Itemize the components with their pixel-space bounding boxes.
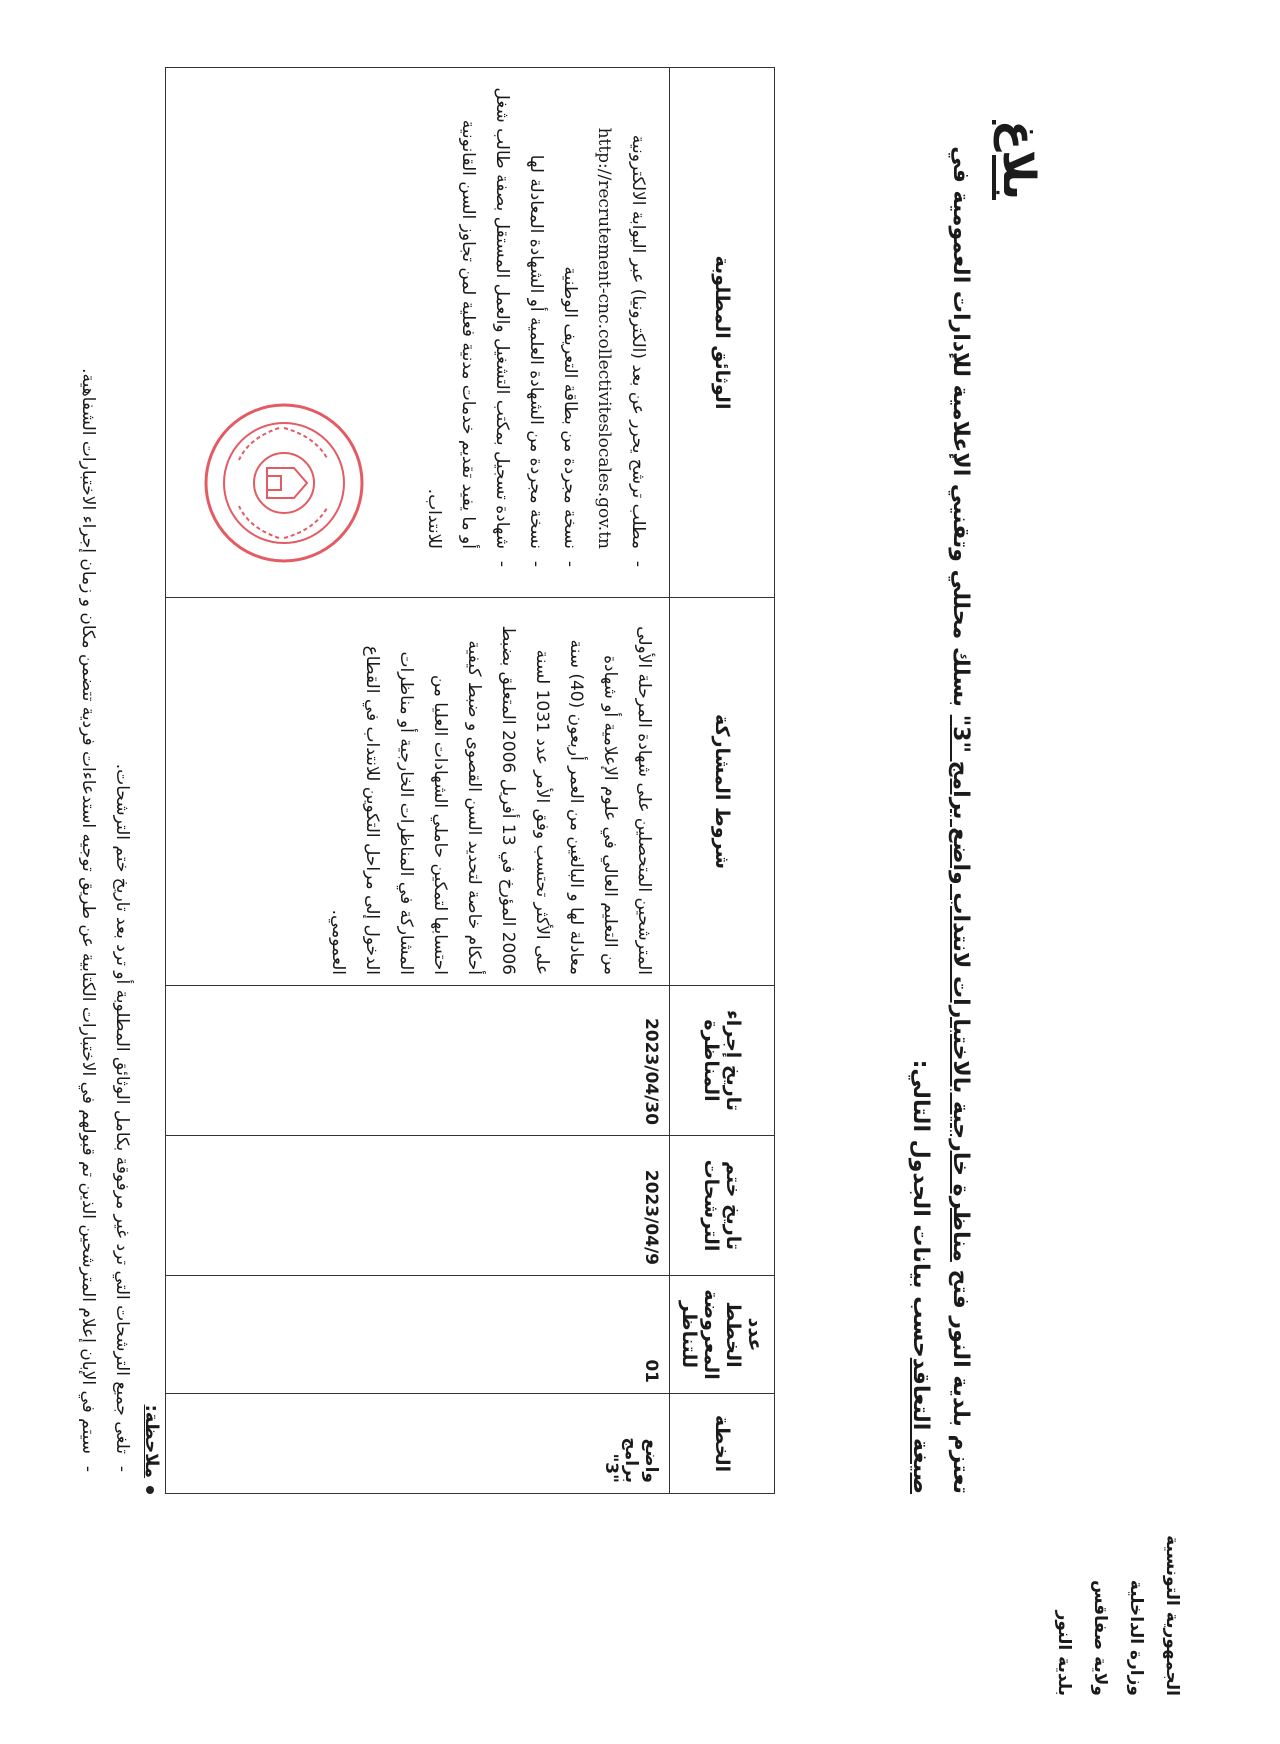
document-employment-certificate: شهادة تسجيل بمكتب التشغيل والعمل المستقل بصفة طالب شغل أو ما يفيد تقديم خدمات مدنية فعلية لمن تجاوز السن القانونية للانتداب. bbox=[424, 87, 512, 549]
cell-exam-date: 2023/04/30 bbox=[166, 986, 670, 1136]
cell-count: 01 bbox=[166, 1276, 670, 1394]
note-item bbox=[105, 68, 139, 1472]
intro-contract: صيغة التعاقد bbox=[908, 1357, 933, 1494]
intro-paragraph bbox=[900, 114, 980, 1494]
header-exam-date: تاريخ إجراء المناظرة bbox=[670, 986, 775, 1136]
bullet-icon bbox=[147, 1486, 155, 1494]
letterhead bbox=[1046, 1366, 1190, 1696]
header-count: عدد الخطط المعروضة للتناظر bbox=[670, 1276, 775, 1394]
note-rejection: تلغى جميع الترشحات التي ترد غير مرفوقة بكامل الوثائق المطلوبة أو ترد بعد تاريخ ختم الترشحات. bbox=[112, 763, 132, 1454]
page-title: بلاغ bbox=[993, 120, 1044, 200]
note-item bbox=[71, 68, 105, 1472]
cell-closing-date: 2023/04/9 bbox=[166, 1136, 670, 1276]
cell-documents bbox=[166, 68, 670, 598]
intro-part2: بسلك محللي وتقنيي الإعلامية للإدارات العمومية في bbox=[948, 146, 973, 715]
portal-link[interactable]: http://recrutement-cnc.collectiviteslocales.gov.tn bbox=[594, 127, 614, 549]
intro-part1: تعتزم بلدية النور فتح bbox=[948, 1261, 973, 1494]
official-stamp-icon bbox=[199, 398, 369, 568]
letterhead-governorate: ولاية صفاقس bbox=[1090, 1579, 1110, 1696]
header-conditions: شروط المشاركة bbox=[670, 598, 775, 986]
notes-list bbox=[71, 68, 139, 1494]
document-item bbox=[417, 78, 519, 567]
cell-conditions: المترشحين المتحصلين على شهادة المرحلة الأولى من التعليم العالي في علوم الإعلامية أو شهادة معادلة لها و البالغين من العمر أربعون (40) سنة على الأكثر تحتسب وفق الأمر عدد 1031 لسنة 2006 المؤرخ في 13 أفريل 2006 المتعلق بضبط أحكام خاصة لتحديد السن القصوى و ضبط كيفية احتسابها لتمكين حاملي الشهادات العليا من المشاركة في المناظرات الخارجية أو مناظرات الدخول إلى مراحل التكوين للانتداب في القطاع العمومي. bbox=[166, 598, 670, 986]
document-id-card: نسخة مجردة من بطاقة التعريف الوطنية bbox=[560, 266, 580, 549]
intro-part3: حسب بيانات الجدول التالي: bbox=[908, 1059, 933, 1358]
letterhead-municipality: بلدية النور bbox=[1054, 1610, 1074, 1696]
header-documents: الوثائق المطلوبة bbox=[670, 68, 775, 598]
intro-competition: مناظرة خارجية بالاختبارات لانتداب واضع برامج "3" bbox=[948, 714, 973, 1262]
cell-plan: واضع برامج "3" bbox=[166, 1394, 670, 1494]
competition-table bbox=[165, 67, 775, 1494]
documents-list bbox=[417, 78, 655, 587]
table-header-row bbox=[670, 68, 775, 1494]
letterhead-ministry: وزارة الداخلية bbox=[1126, 1579, 1146, 1696]
document-item bbox=[587, 78, 655, 567]
document-application: مطلب ترشح يحرر عن بعد (الكترونيا) عبر البوابة الالكترونية bbox=[628, 134, 648, 549]
document-item bbox=[519, 78, 553, 567]
notes-title: ملاحظة: bbox=[141, 1404, 162, 1478]
table-row bbox=[166, 68, 670, 1494]
header-closing-date: تاريخ ختم الترشحات bbox=[670, 1136, 775, 1276]
note-notification: سيتم في الإبان إعلام المترشحين الذين تم قبولهم في الاختبارات الكتابية عن طريق توجيه استدعاءات فردية تتضمن مكان و زمان إجراء الاختبارات الشفاهية. bbox=[78, 368, 98, 1454]
document-item bbox=[553, 78, 587, 567]
document-diploma: نسخة مجردة من الشهادة العلمية أو الشهادة المعادلة لها bbox=[526, 154, 546, 549]
notes-section bbox=[71, 68, 162, 1494]
header-plan: الخطة bbox=[670, 1394, 775, 1494]
letterhead-republic: الجمهورية التونسية bbox=[1162, 1535, 1182, 1696]
